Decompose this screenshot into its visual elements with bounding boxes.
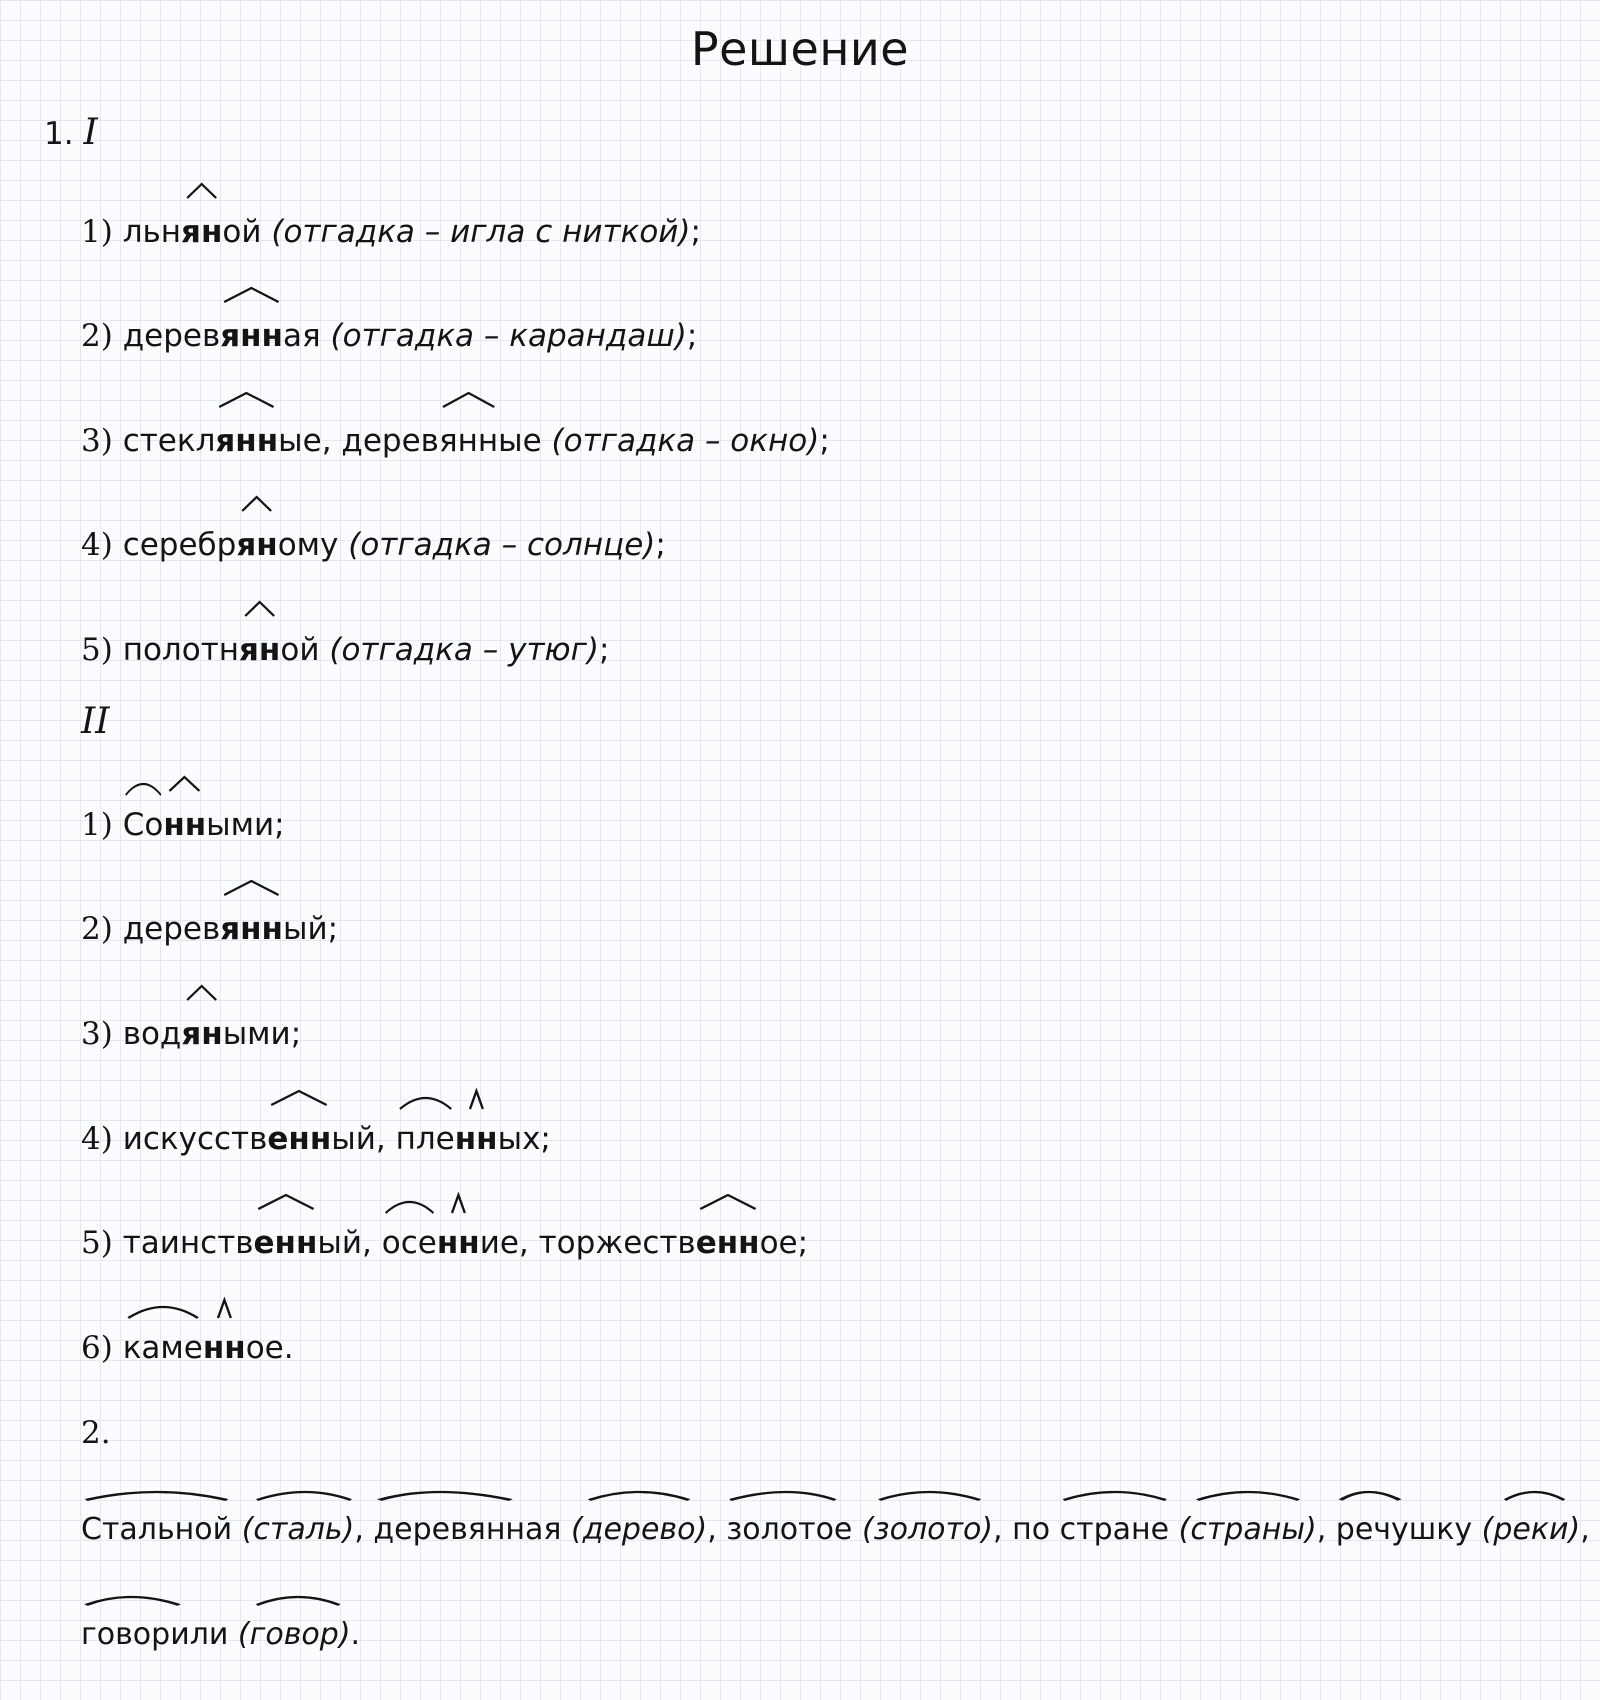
ending-suffix: нн xyxy=(203,1328,246,1368)
page-title: Решение xyxy=(690,22,910,76)
task2-line-2: говорили (говор). xyxy=(81,1615,360,1655)
suffix: янн xyxy=(439,421,498,461)
root: каме xyxy=(123,1328,203,1368)
root: (говор) xyxy=(238,1615,351,1655)
suffix: ян xyxy=(236,525,277,565)
root: осе xyxy=(382,1223,437,1263)
root: золотое xyxy=(726,1510,852,1550)
part1-item-1: 1) льн яной (отгадка – игла с ниткой); xyxy=(81,212,701,252)
task-number-1: 1. I xyxy=(44,112,98,153)
root: (реки) xyxy=(1482,1510,1581,1550)
root: Со xyxy=(123,805,164,845)
part2-item-5: 5) таинств енный, осе нние, торжеств енное; xyxy=(81,1223,808,1263)
suffix: енн xyxy=(696,1223,760,1263)
ending-suffix: нн xyxy=(437,1223,480,1263)
root: говорили xyxy=(81,1615,228,1655)
part2-item-3: 3) вод яными; xyxy=(81,1014,301,1054)
root: (дерево) xyxy=(571,1510,707,1550)
root: (золото) xyxy=(862,1510,993,1550)
part2-item-1: 1) Со нными; xyxy=(81,805,285,845)
suffix: янн xyxy=(215,421,278,461)
part1-item-3: 3) стекл янные, дерев янные (отгадка – окно); xyxy=(81,421,830,461)
task-number-2: 2. xyxy=(81,1415,111,1451)
suffix: енн xyxy=(267,1119,331,1159)
root: Стальной xyxy=(81,1510,232,1550)
root: деревянная xyxy=(373,1510,561,1550)
root: (сталь) xyxy=(242,1510,355,1550)
suffix: ян xyxy=(181,1014,222,1054)
root: речушку xyxy=(1336,1510,1472,1550)
root: (страны) xyxy=(1179,1510,1317,1550)
ending-suffix: нн xyxy=(455,1119,498,1159)
part1-item-2: 2) дерев янная (отгадка – карандаш); xyxy=(81,316,697,356)
part2-item-2: 2) дерев янный; xyxy=(81,909,338,949)
task2-line-1: Стальной (сталь), деревянная (дерево), золотое (золото), по стране (страны), речушку (реки), xyxy=(81,1510,1590,1550)
part2-item-4: 4) искусств енный, пле нных; xyxy=(81,1119,551,1159)
root: пле xyxy=(396,1119,455,1159)
part2-item-6: 6) каме нное. xyxy=(81,1328,294,1368)
suffix: янн xyxy=(220,909,283,949)
root: стране xyxy=(1060,1510,1169,1550)
suffix: енн xyxy=(254,1223,318,1263)
part1-item-4: 4) серебр яному (отгадка – солнце); xyxy=(81,525,666,565)
part2-label: II xyxy=(81,701,110,742)
suffix: янн xyxy=(220,316,283,356)
part1-item-5: 5) полотн яной (отгадка – утюг); xyxy=(81,630,609,670)
suffix: нн xyxy=(163,805,206,845)
suffix: ян xyxy=(239,630,280,670)
suffix: ян xyxy=(181,212,222,252)
